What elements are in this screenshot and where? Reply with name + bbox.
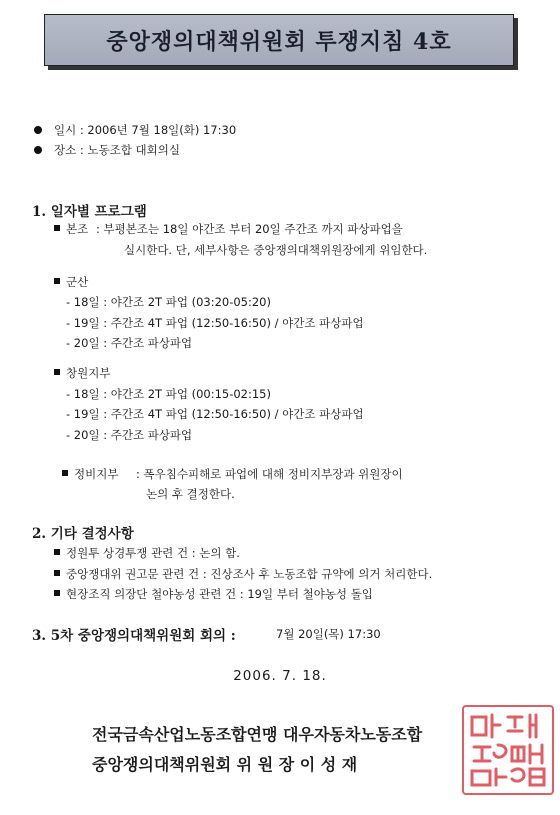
maintenance-line2: 논의 후 결정한다. (146, 487, 235, 501)
document-title-box (44, 14, 514, 66)
maintenance-row (62, 466, 118, 482)
union-seal-stamp (462, 705, 554, 795)
signature-name-line: 중앙쟁의대책위원회 위 원 장 이 성 재 (92, 755, 358, 774)
document-date: 2006. 7. 18. (233, 668, 327, 684)
changwon-label: 창원지부 (66, 366, 111, 380)
section2-item (54, 566, 432, 582)
square-bullet-icon (54, 590, 60, 596)
square-bullet-icon (54, 570, 60, 576)
square-bullet-icon (54, 549, 60, 555)
changwon-row (54, 365, 110, 381)
meeting-datetime: 일시 : 2006년 7월 18일(화) 17:30 (54, 123, 237, 137)
section2-item-text: 중앙쟁대위 권고문 관련 건 : 진상조사 후 노동조합 규약에 의거 처리한다. (66, 567, 433, 581)
square-bullet-icon (54, 278, 60, 284)
gunsan-item: - 19일 : 주간조 4T 파업 (12:50-16:50) / 야간조 파상파업 (66, 316, 364, 330)
section3-detail: 7월 20일(목) 17:30 (276, 627, 381, 641)
section1-heading: 1. 일자별 프로그램 (32, 204, 147, 220)
section2-item-text: 정원투 상경투쟁 관련 건 : 논의 함. (66, 546, 240, 560)
main-branch-line1: : 부평본조는 18일 야간조 부터 20일 주간조 까지 파상파업을 (96, 222, 403, 236)
section2-item (54, 545, 240, 561)
signature-org-line: 전국금속산업노동조합연맹 대우자동차노동조합 (92, 725, 423, 744)
bullet-icon (34, 126, 42, 134)
section2-item (54, 586, 373, 602)
section3-heading: 3. 5차 중앙쟁의대책위원회 회의 : (32, 628, 236, 644)
square-bullet-icon (54, 225, 60, 231)
gunsan-item: - 18일 : 야간조 2T 파업 (03:20-05:20) (66, 295, 271, 309)
gunsan-item: - 20일 : 주간조 파상파업 (66, 336, 193, 350)
square-bullet-icon (54, 369, 60, 375)
gunsan-row (54, 274, 88, 290)
seal-icon (464, 707, 552, 793)
document-title: 중앙쟁의대책위원회 투쟁지침 4호 (106, 28, 452, 55)
main-branch-label: 본조 (66, 222, 89, 236)
changwon-item: - 19일 : 주간조 4T 파업 (12:50-16:50) / 야간조 파상파업 (66, 407, 364, 421)
section2-item-text: 현장조직 의장단 철야농성 관련 건 : 19일 부터 철야농성 돌입 (66, 587, 373, 601)
maintenance-label: 정비지부 (74, 467, 119, 481)
maintenance-line1: : 폭우침수피해로 파업에 대해 정비지부장과 위원장이 (136, 467, 403, 481)
changwon-item: - 18일 : 야간조 2T 파업 (00:15-02:15) (66, 387, 271, 401)
changwon-item: - 20일 : 주간조 파상파업 (66, 428, 193, 442)
main-branch-line2: 실시한다. 단, 세부사항은 중앙쟁의대책위원장에게 위임한다. (124, 243, 428, 257)
main-branch-row (54, 221, 88, 237)
section2-heading: 2. 기타 결정사항 (32, 526, 134, 542)
square-bullet-icon (62, 470, 68, 476)
gunsan-label: 군산 (66, 275, 89, 289)
bullet-icon (34, 146, 42, 154)
meeting-place: 장소 : 노동조합 대회의실 (54, 143, 180, 157)
